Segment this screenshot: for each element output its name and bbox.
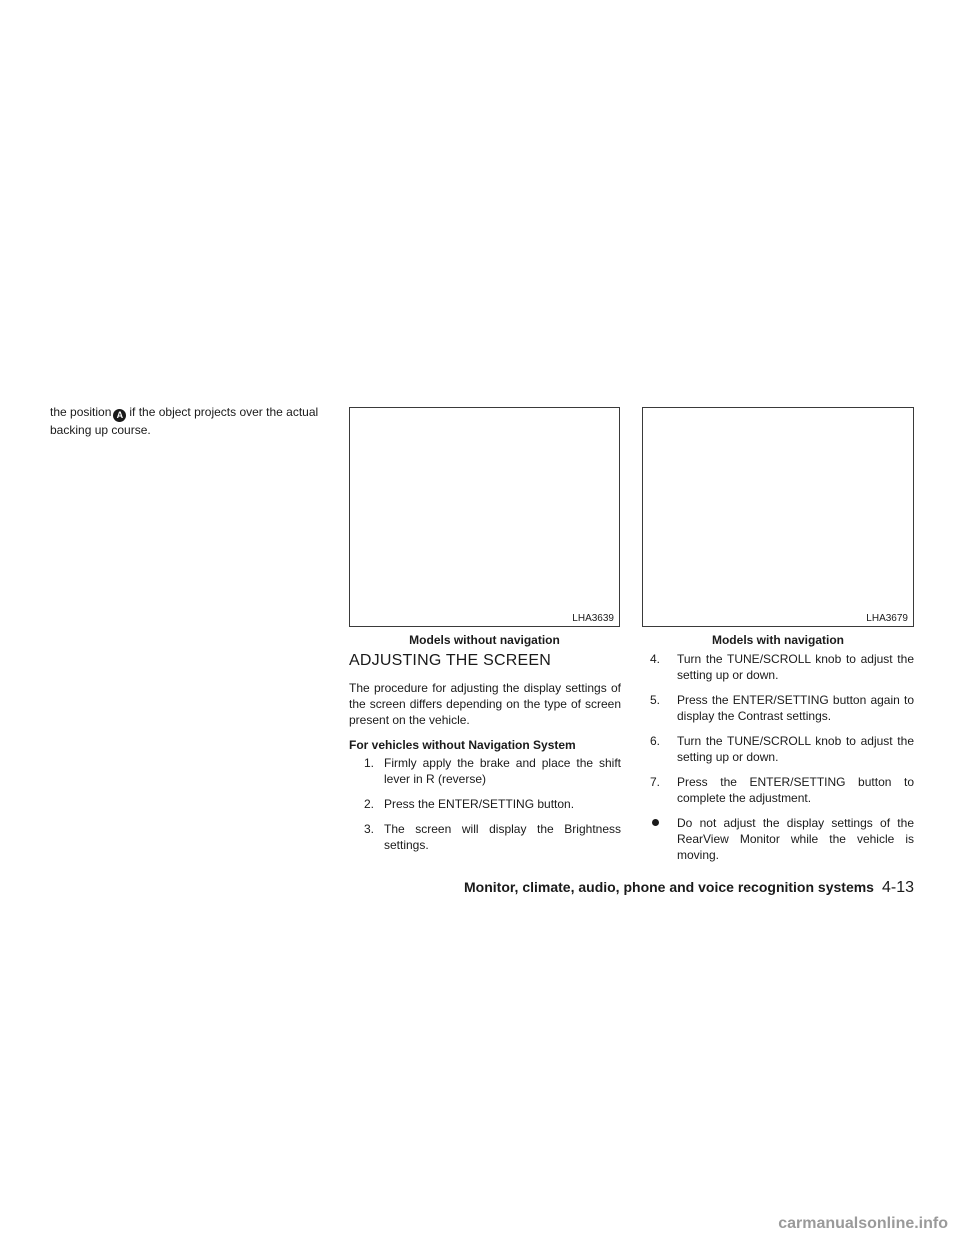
step-item — [650, 651, 914, 683]
step-number: 4. — [650, 652, 661, 666]
bullet-item — [650, 815, 914, 863]
section-continued — [650, 651, 914, 872]
step-number: 1. — [364, 756, 375, 770]
bullet-dot-icon — [652, 819, 659, 826]
step-item — [650, 692, 914, 724]
step-item — [650, 774, 914, 806]
step-number: 5. — [650, 693, 661, 707]
step-text: Turn the TUNE/SCROLL knob to adjust the setting up or down. — [677, 734, 914, 764]
step-number: 3. — [364, 822, 375, 836]
step-item — [650, 733, 914, 765]
step-item — [349, 796, 621, 812]
figure-code: LHA3639 — [572, 613, 614, 624]
figure-with-navigation — [642, 407, 914, 627]
section-intro: The procedure for adjusting the display settings of the screen differs depending on the type of screen present on the vehicle. — [349, 681, 621, 727]
step-text: Press the ENTER/SETTING button to complete the adjustment. — [677, 775, 914, 805]
section-adjusting-screen — [349, 651, 621, 862]
step-item — [349, 755, 621, 787]
step-number: 7. — [650, 775, 661, 789]
intro-text-before: the position — [50, 405, 112, 419]
bullet-text: Do not adjust the display settings of the RearView Monitor while the vehicle is moving. — [677, 816, 914, 862]
footer-title: Monitor, climate, audio, phone and voice recognition systems — [464, 879, 874, 895]
figure-caption: Models without navigation — [409, 633, 560, 647]
step-text: The screen will display the Brightness settings. — [384, 822, 621, 852]
step-text: Turn the TUNE/SCROLL knob to adjust the setting up or down. — [677, 652, 914, 682]
marker-a-icon: A — [113, 409, 126, 422]
figure-code: LHA3679 — [866, 613, 908, 624]
section-heading: ADJUSTING THE SCREEN — [349, 652, 551, 669]
intro-text-after: if the object projects over the actual backing up course. — [50, 405, 319, 437]
step-number: 2. — [364, 797, 375, 811]
step-item — [349, 821, 621, 853]
figure-without-navigation — [349, 407, 620, 627]
intro-paragraph — [50, 404, 328, 438]
step-text: Press the ENTER/SETTING button. — [384, 797, 575, 811]
step-text: Firmly apply the brake and place the shift lever in R (reverse) — [384, 756, 621, 786]
page-number: 4-13 — [881, 879, 914, 896]
page-footer — [464, 877, 914, 898]
subheading: For vehicles without Navigation System — [349, 738, 576, 752]
figure-caption: Models with navigation — [711, 633, 844, 647]
step-number: 6. — [650, 734, 661, 748]
watermark: carmanualsonline.info — [778, 1215, 948, 1232]
step-text: Press the ENTER/SETTING button again to display the Contrast settings. — [677, 693, 914, 723]
